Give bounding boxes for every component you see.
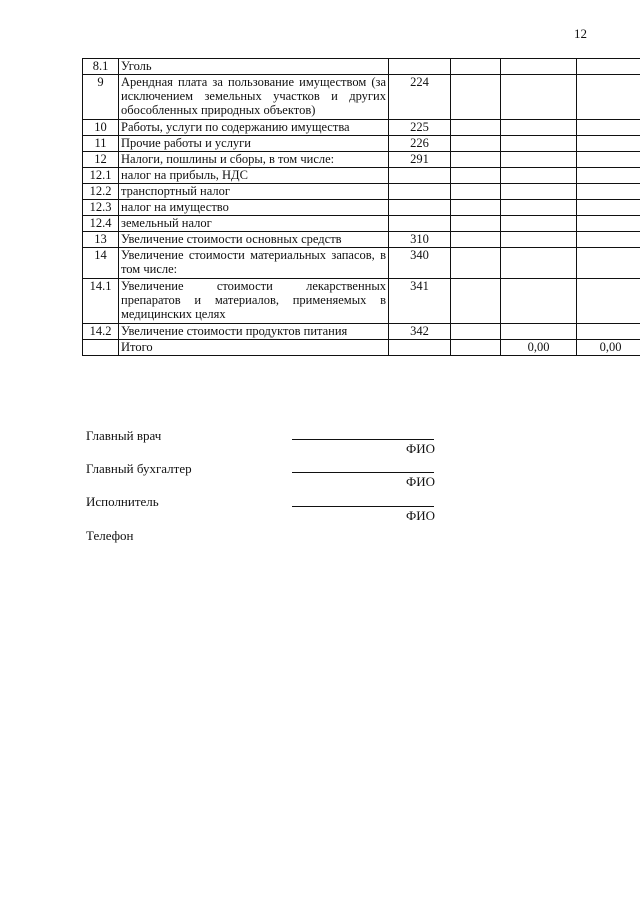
table-body: [83, 59, 640, 356]
chief-doctor-fio: ФИО: [406, 441, 436, 456]
row-value-2-cell: [501, 168, 577, 184]
row-value-2-cell: [501, 75, 577, 120]
row-number-cell: 8.1: [83, 59, 119, 75]
row-code-cell: 342: [389, 324, 451, 340]
budget-table: [82, 58, 640, 356]
row-value-2-cell: [501, 152, 577, 168]
row-code-cell: [389, 340, 451, 356]
row-value-2-cell: [501, 232, 577, 248]
table-row: [83, 200, 640, 216]
row-value-2-cell: [501, 120, 577, 136]
row-value-3-cell: [577, 75, 640, 120]
row-value-2-cell: [501, 324, 577, 340]
row-value-1-cell: [451, 200, 501, 216]
row-name-cell: Увеличение стоимости материальных запасов, в том числе:: [119, 248, 389, 279]
row-value-3-cell: [577, 59, 640, 75]
row-value-3-cell: [577, 279, 640, 324]
row-code-cell: 341: [389, 279, 451, 324]
table-row: [83, 184, 640, 200]
row-number-cell: 9: [83, 75, 119, 120]
row-code-cell: 291: [389, 152, 451, 168]
row-value-1-cell: [451, 340, 501, 356]
phone-label: Телефон: [86, 528, 134, 543]
executor-label: Исполнитель: [86, 494, 159, 509]
row-number-cell: 12.3: [83, 200, 119, 216]
row-value-3-cell: [577, 232, 640, 248]
chief-accountant-label: Главный бухгалтер: [86, 461, 192, 476]
table-row: [83, 75, 640, 120]
row-value-3-cell: [577, 168, 640, 184]
row-value-1-cell: [451, 184, 501, 200]
row-code-cell: 310: [389, 232, 451, 248]
row-value-2-cell: [501, 136, 577, 152]
row-value-1-cell: [451, 324, 501, 340]
row-name-cell: Итого: [119, 340, 389, 356]
row-value-2-cell: [501, 248, 577, 279]
row-number-cell: 12.1: [83, 168, 119, 184]
table-row: [83, 136, 640, 152]
table-row: [83, 152, 640, 168]
executor-signature-line: [292, 506, 434, 507]
row-name-cell: Прочие работы и услуги: [119, 136, 389, 152]
row-value-1-cell: [451, 232, 501, 248]
page-number: 12: [574, 26, 587, 41]
row-name-cell: Арендная плата за пользование имуществом (за исключением земельных участков и других обособленных природных объектов): [119, 75, 389, 120]
row-number-cell: 12: [83, 152, 119, 168]
row-value-1-cell: [451, 59, 501, 75]
row-value-2-cell: [501, 59, 577, 75]
table-row: [83, 168, 640, 184]
row-code-cell: 224: [389, 75, 451, 120]
table-row: [83, 59, 640, 75]
row-name-cell: Увеличение стоимости продуктов питания: [119, 324, 389, 340]
row-code-cell: 225: [389, 120, 451, 136]
row-name-cell: Уголь: [119, 59, 389, 75]
row-value-3-cell: 0,00: [577, 340, 640, 356]
row-name-cell: Увеличение стоимости основных средств: [119, 232, 389, 248]
row-value-2-cell: [501, 216, 577, 232]
row-name-cell: земельный налог: [119, 216, 389, 232]
row-number-cell: 14: [83, 248, 119, 279]
executor-fio: ФИО: [406, 508, 436, 523]
row-value-2-cell: [501, 184, 577, 200]
row-code-cell: [389, 184, 451, 200]
chief-doctor-label: Главный врач: [86, 428, 162, 443]
row-value-2-cell: [501, 200, 577, 216]
row-name-cell: Увеличение стоимости лекарственных препаратов и материалов, применяемых в медицинских целях: [119, 279, 389, 324]
row-name-cell: Работы, услуги по содержанию имущества: [119, 120, 389, 136]
table-row: [83, 232, 640, 248]
table-row: [83, 340, 640, 356]
row-number-cell: 10: [83, 120, 119, 136]
row-number-cell: 14.1: [83, 279, 119, 324]
chief-doctor-signature-line: [292, 439, 434, 440]
row-number-cell: 14.2: [83, 324, 119, 340]
row-value-1-cell: [451, 216, 501, 232]
chief-accountant-signature-line: [292, 472, 434, 473]
row-value-3-cell: [577, 184, 640, 200]
row-value-3-cell: [577, 152, 640, 168]
row-value-3-cell: [577, 136, 640, 152]
row-name-cell: налог на прибыль, НДС: [119, 168, 389, 184]
row-number-cell: 11: [83, 136, 119, 152]
row-name-cell: Налоги, пошлины и сборы, в том числе:: [119, 152, 389, 168]
table-row: [83, 248, 640, 279]
row-value-2-cell: 0,00: [501, 340, 577, 356]
table-row: [83, 120, 640, 136]
row-value-3-cell: [577, 120, 640, 136]
row-number-cell: 12.2: [83, 184, 119, 200]
row-number-cell: 13: [83, 232, 119, 248]
row-code-cell: [389, 200, 451, 216]
table-row: [83, 279, 640, 324]
row-value-1-cell: [451, 248, 501, 279]
row-number-cell: [83, 340, 119, 356]
row-value-1-cell: [451, 168, 501, 184]
row-value-1-cell: [451, 279, 501, 324]
row-value-3-cell: [577, 248, 640, 279]
table-row: [83, 216, 640, 232]
row-name-cell: налог на имущество: [119, 200, 389, 216]
table-row: [83, 324, 640, 340]
row-code-cell: [389, 216, 451, 232]
row-name-cell: транспортный налог: [119, 184, 389, 200]
row-code-cell: [389, 168, 451, 184]
row-value-1-cell: [451, 136, 501, 152]
row-value-1-cell: [451, 120, 501, 136]
chief-accountant-fio: ФИО: [406, 474, 436, 489]
row-value-1-cell: [451, 152, 501, 168]
row-code-cell: [389, 59, 451, 75]
row-value-3-cell: [577, 216, 640, 232]
row-value-1-cell: [451, 75, 501, 120]
row-number-cell: 12.4: [83, 216, 119, 232]
row-code-cell: 340: [389, 248, 451, 279]
row-value-3-cell: [577, 324, 640, 340]
row-value-2-cell: [501, 279, 577, 324]
row-code-cell: 226: [389, 136, 451, 152]
row-value-3-cell: [577, 200, 640, 216]
